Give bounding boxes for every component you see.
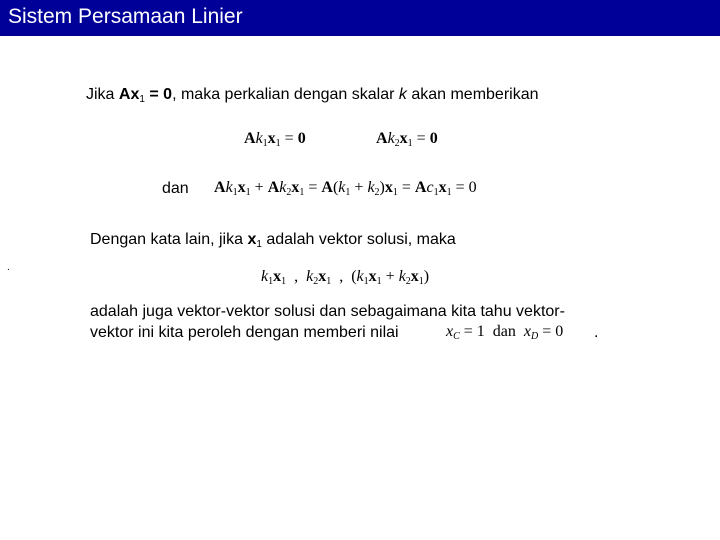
dan-label: dan [162,180,189,197]
line-1: Jika $Ax_1 = 0$, maka perkalian dengan skalar k akan memberikan [86,86,539,105]
equation-ak1x1: $Ak_1x_1 = 0$ [244,130,306,149]
equation-sum: $Ak_1x_1 + Ak_2x_1 = A(k_1 + k_2)x_1 = Ac_1x_1 = 0$ [214,179,477,198]
line-3-end: . [594,324,599,341]
slide-title: Sistem Persamaan Linier [8,5,243,28]
line-3a: adalah juga vektor-vektor solusi dan sebagaimana kita tahu vektor- [90,303,565,320]
line-3b: vektor ini kita peroleh dengan memberi nilai [90,324,399,341]
line-2: Dengan kata lain, jika $x_1$ adalah vektor solusi, maka [90,231,456,250]
equation-ak2x1: $Ak_2x_1 = 0$ [376,130,438,149]
equation-solution-vectors: $k_1x_1$ , $k_2x_1$ , $(k_1x_1 + k_2x_1)$ [261,268,430,287]
stray-dot: . [7,262,10,273]
equation-xc-xd: $x_C = 1$ dan $x_D = 0$ [446,323,564,342]
title-bar [0,0,720,36]
